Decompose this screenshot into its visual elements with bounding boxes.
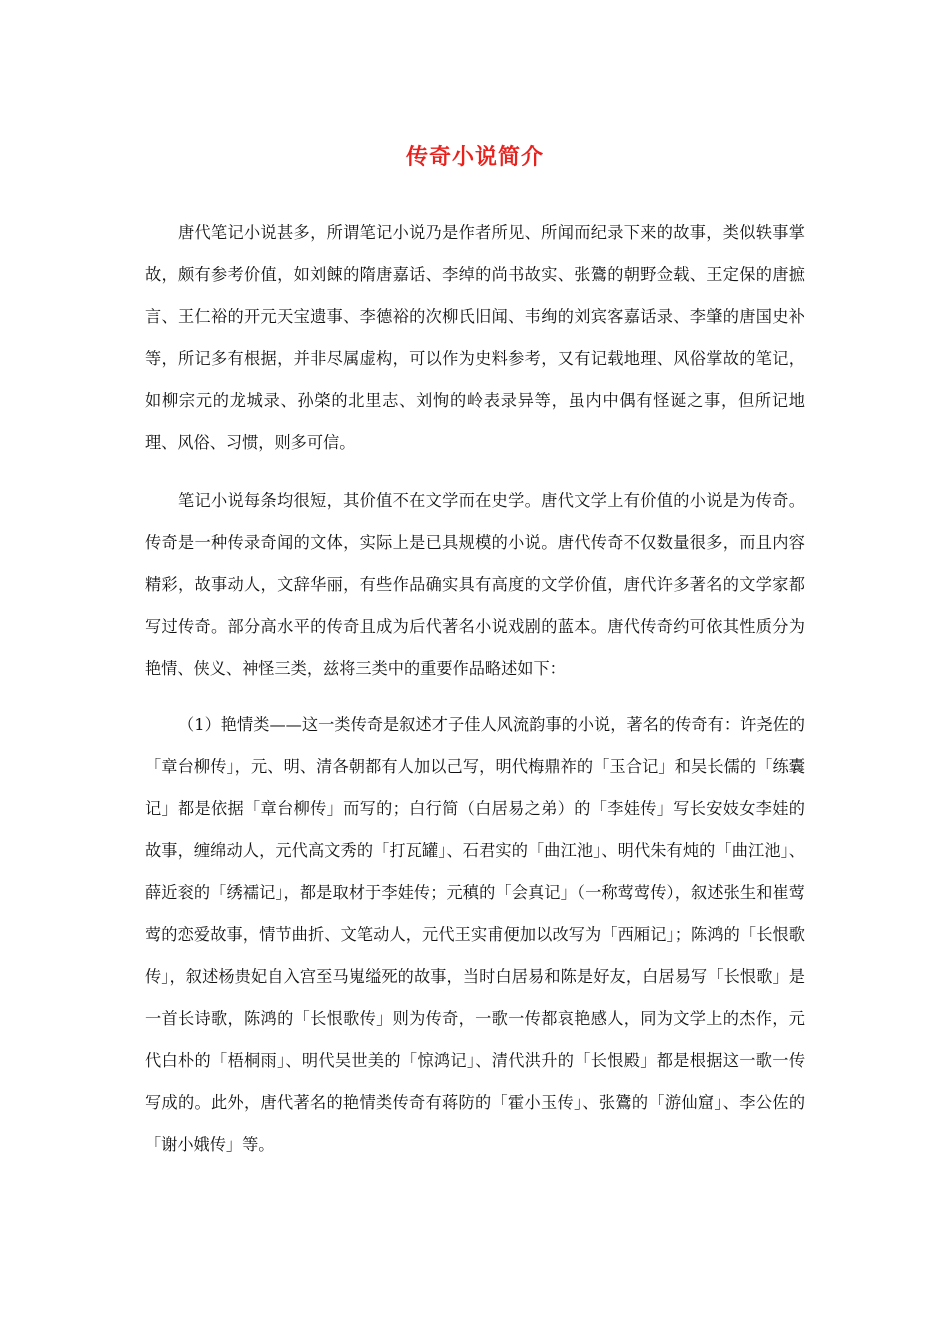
paragraph-chuanqi-intro: 笔记小说每条均很短，其价值不在文学而在史学。唐代文学上有价值的小说是为传奇。传奇是一种传录奇闻的文体，实际上是已具规模的小说。唐代传奇不仅数量很多，而且内容精彩，故事动人，文辞华丽，有些作品确实具有高度的文学价值，唐代许多著名的文学家都写过传奇。部分高水平的传奇且成为后代著名小说戏剧的蓝本。唐代传奇约可依其性质分为艳情、侠义、神怪三类，兹将三类中的重要作品略述如下：	[145, 491, 805, 678]
paragraph-notes-fiction: 唐代笔记小说甚多，所谓笔记小说乃是作者所见、所闻而纪录下来的故事，类似轶事掌故，颇有参考价值，如刘餗的隋唐嘉话、李绰的尚书故实、张鷟的朝野佥载、王定保的唐摭言、王仁裕的开元天宝遗事、李德裕的次柳氏旧闻、韦绚的刘宾客嘉话录、李肇的唐国史补等，所记多有根据，并非尽属虚构，可以作为史料参考，又有记载地理、风俗掌故的笔记，如柳宗元的龙城录、孙棨的北里志、刘恂的岭表录异等，虽内中偶有怪诞之事，但所记地理、风俗、习惯，则多可信。	[145, 223, 805, 452]
paragraph-romance-category: （1）艳情类——这一类传奇是叙述才子佳人风流韵事的小说，著名的传奇有：许尧佐的「章台柳传」，元、明、清各朝都有人加以己写，明代梅鼎祚的「玉合记」和吴长儒的「练囊记」都是依据「章台柳传」而写的；白行简（白居易之弟）的「李娃传」写长安妓女李娃的故事，缠绵动人，元代高文秀的「打瓦罐」、石君实的「曲江池」、明代朱有炖的「曲江池」、薛近衮的「绣襦记」，都是取材于李娃传；元稹的「会真记」（一称莺莺传），叙述张生和崔莺莺的恋爱故事，情节曲折、文笔动人，元代王实甫便加以改写为「西厢记」；陈鸿的「长恨歌传」，叙述杨贵妃自入宫至马嵬缢死的故事，当时白居易和陈是好友，白居易写「长恨歌」是一首长诗歌，陈鸿的「长恨歌传」则为传奇，一歌一传都哀艳感人，同为文学上的杰作，元代白朴的「梧桐雨」、明代吴世美的「惊鸿记」、清代洪升的「长恨殿」都是根据这一歌一传写成的。此外，唐代著名的艳情类传奇有蒋防的「霍小玉传」、张鷟的「游仙窟」、李公佐的「谢小娥传」等。	[145, 715, 805, 1154]
document-title: 传奇小说简介	[405, 144, 544, 170]
